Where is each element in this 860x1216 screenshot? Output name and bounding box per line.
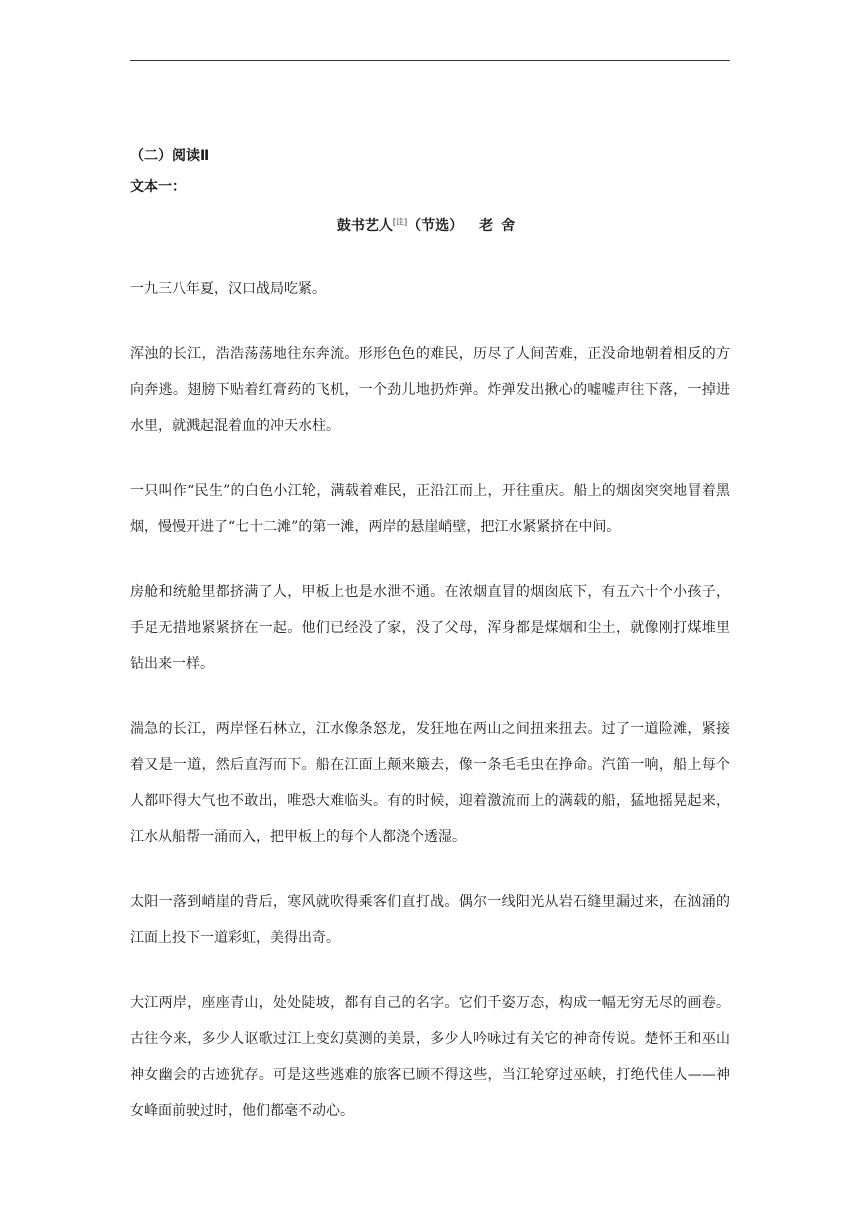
paragraph-6: 太阳一落到峭崖的背后，寒风就吹得乘客们直打战。偶尔一线阳光从岩石缝里漏过来，在汹涌的江面上投下一道彩虹，美得出奇。 [130,894,730,946]
title-note-marker: [注] [392,217,408,227]
paragraph-2: 浑浊的长江，浩浩荡荡地往东奔流。形形色色的难民，历尽了人间苦难，正没命地朝着相反的方向奔逃。翅膀下贴着红膏药的飞机，一个劲儿地扔炸弹。炸弹发出揪心的嘘嘘声往下落，一掉进水里，就溅起混着血的冲天水柱。 [130,346,730,434]
text-label: 文本一： [130,179,186,195]
title-suffix: （节选） [407,218,464,234]
title-author: 老舍 [479,218,524,234]
paragraph-7: 大江两岸，座座青山，处处陡坡，都有自己的名字。它们千姿万态，构成一幅无穷无尽的画卷。古往今来，多少人讴歌过江上变幻莫测的美景，多少人吟咏过有关它的神奇传说。楚怀王和巫山神女幽会的古迹犹存。可是这些逃难的旅客已顾不得这些，当江轮穿过巫峡，打绝代佳人——神女峰面前驶过时，他们都毫不动心。 [130,995,730,1119]
paragraph-3: 一只叫作“民生”的白色小江轮，满载着难民，正沿江而上，开往重庆。船上的烟囱突突地冒着黑烟，慢慢开进了“七十二滩”的第一滩，两岸的悬崖峭壁，把江水紧紧挤在中间。 [130,483,730,535]
header-rule [130,60,730,61]
section-heading: （二）阅读Ⅱ [130,148,210,164]
article-title [130,213,730,239]
paragraph-5: 湍急的长江，两岸怪石林立，江水像条怒龙，发狂地在两山之间扭来扭去。过了一道险滩，紧接着又是一道，然后直泻而下。船在江面上颠来簸去，像一条毛毛虫在挣命。汽笛一响，船上每个人都吓得大气也不敢出，唯恐大难临头。有的时候，迎着激流而上的满载的船，猛地摇晃起来，江水从船帮一涌而入，把甲板上的每个人都浇个透湿。 [130,721,730,845]
title-main: 鼓书艺人 [336,218,393,234]
paragraph-4: 房舱和统舱里都挤满了人，甲板上也是水泄不通。在浓烟直冒的烟囱底下，有五六十个小孩子，手足无措地紧紧挤在一起。他们已经没了家，没了父母，浑身都是煤烟和尘土，就像刚打煤堆里钻出来一样。 [130,584,730,672]
paragraph-1: 一九三八年夏，汉口战局吃紧。 [130,281,326,297]
document-body [130,143,730,1129]
